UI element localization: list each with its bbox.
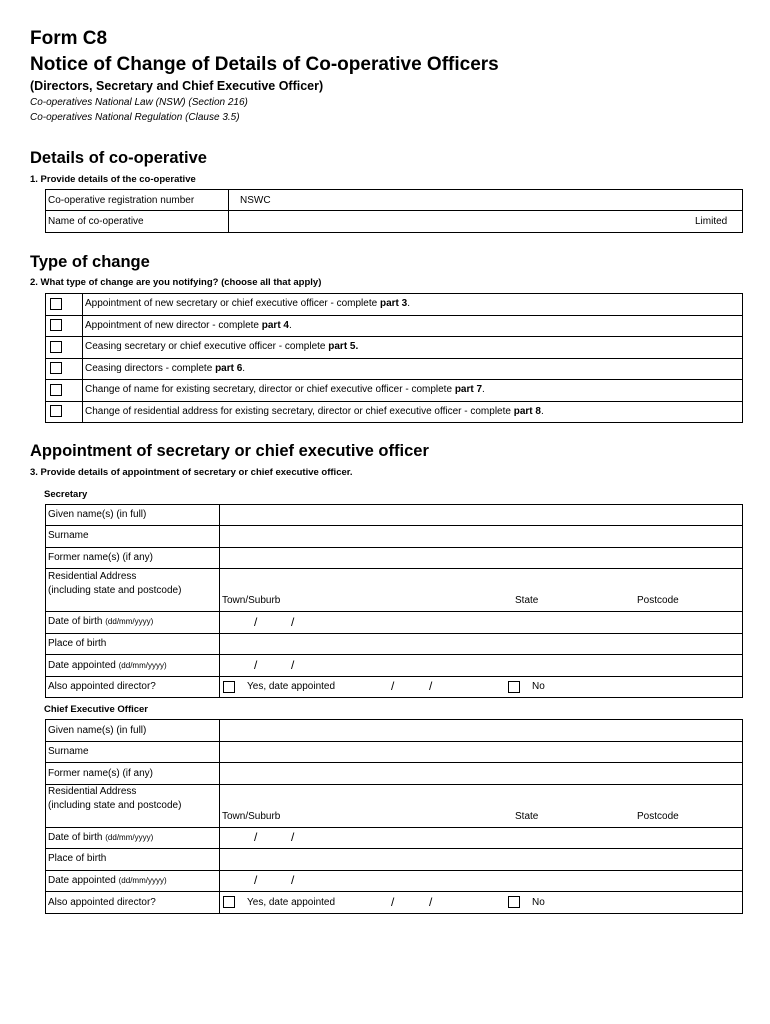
appointment-heading: Appointment of secretary or chief executive officer — [30, 442, 429, 460]
details-heading: Details of co-operative — [30, 149, 207, 167]
ceo-dob-label: Date of birth (dd/mm/yyyy) — [48, 832, 154, 843]
form-subtitle: (Directors, Secretary and Chief Executive Officer) — [30, 79, 324, 93]
ceo-director-no-label: No — [532, 897, 545, 908]
form-number: Form C8 — [30, 28, 108, 49]
ceo-director-yes-label: Yes, date appointed — [247, 897, 336, 908]
option-change-name-checkbox[interactable] — [50, 384, 62, 396]
sec-also-director-label: Also appointed director? — [48, 681, 156, 692]
sec-date-appointed-label: Date appointed (dd/mm/yyyy) — [48, 660, 167, 671]
ceo-address-label: Residential Address — [48, 786, 137, 797]
question-2: 2. What type of change are you notifying? (choose all that apply) — [30, 277, 322, 288]
sec-surname-field[interactable] — [221, 527, 741, 545]
ceo-dob-slash-1: / — [254, 830, 258, 844]
ceo-place-of-birth-field[interactable] — [221, 850, 741, 868]
reg-number-field[interactable]: NSWC — [240, 195, 271, 206]
regulation-reference: Co-operatives National Regulation (Clause 3.5) — [30, 112, 240, 123]
type-of-change-heading: Type of change — [30, 253, 150, 271]
sec-state-label: State — [515, 595, 539, 606]
ceo-director-yes-checkbox[interactable] — [223, 896, 235, 908]
option-change-address-checkbox[interactable] — [50, 405, 62, 417]
sec-director-yes-label: Yes, date appointed — [247, 681, 336, 692]
sec-director-slash-2: / — [429, 679, 433, 693]
ceo-state-label: State — [515, 811, 539, 822]
option-ceasing-secretary-checkbox[interactable] — [50, 341, 62, 353]
sec-director-slash-1: / — [391, 679, 395, 693]
ceo-surname-field[interactable] — [221, 743, 741, 761]
sec-postcode-label: Postcode — [637, 595, 679, 606]
option-new-director-checkbox[interactable] — [50, 319, 62, 331]
reg-number-label: Co-operative registration number — [48, 195, 195, 206]
ceo-director-slash-2: / — [429, 895, 433, 909]
sec-town-label: Town/Suburb — [222, 595, 281, 606]
ceo-date-appointed-field[interactable] — [221, 872, 741, 890]
sec-address-sublabel: (including state and postcode) — [48, 585, 182, 596]
ceo-dob-field[interactable] — [221, 829, 741, 847]
option-change-address: Change of residential address for existing secretary, director or chief executive officer - complete part 8. — [85, 406, 544, 417]
sec-dob-field[interactable] — [221, 613, 741, 631]
sec-former-names-label: Former name(s) (if any) — [48, 552, 154, 563]
sec-appt-slash-2: / — [291, 658, 295, 672]
ceo-label: Chief Executive Officer — [44, 704, 149, 715]
sec-place-of-birth-field[interactable] — [221, 635, 741, 653]
ceo-former-names-label: Former name(s) (if any) — [48, 768, 154, 779]
coop-name-label: Name of co-operative — [48, 216, 144, 227]
coop-name-field[interactable] — [230, 212, 690, 231]
ceo-date-appointed-label: Date appointed (dd/mm/yyyy) — [48, 875, 167, 886]
ceo-former-names-field[interactable] — [221, 764, 741, 782]
option-new-secretary-checkbox[interactable] — [50, 298, 62, 310]
ceo-also-director-label: Also appointed director? — [48, 897, 156, 908]
sec-surname-label: Surname — [48, 530, 89, 541]
option-new-secretary: Appointment of new secretary or chief executive officer - complete part 3. — [85, 298, 410, 309]
option-change-name: Change of name for existing secretary, director or chief executive officer - complete part 7. — [85, 384, 485, 395]
ceo-director-slash-1: / — [391, 895, 395, 909]
sec-dob-label: Date of birth (dd/mm/yyyy) — [48, 616, 154, 627]
ceo-appt-slash-1: / — [254, 873, 258, 887]
coop-name-suffix: Limited — [695, 216, 728, 227]
sec-director-no-checkbox[interactable] — [508, 681, 520, 693]
sec-dob-slash-2: / — [291, 615, 295, 629]
ceo-town-label: Town/Suburb — [222, 811, 281, 822]
sec-former-names-field[interactable] — [221, 549, 741, 567]
ceo-appt-slash-2: / — [291, 873, 295, 887]
ceo-address-sublabel: (including state and postcode) — [48, 800, 182, 811]
sec-address-label: Residential Address — [48, 571, 137, 582]
sec-date-appointed-field[interactable] — [221, 656, 741, 674]
ceo-director-no-checkbox[interactable] — [508, 896, 520, 908]
sec-dob-slash-1: / — [254, 615, 258, 629]
ceo-given-names-label: Given name(s) (in full) — [48, 725, 147, 736]
secretary-label: Secretary — [44, 489, 88, 500]
sec-given-names-field[interactable] — [221, 506, 741, 524]
sec-director-no-label: No — [532, 681, 545, 692]
question-1: 1. Provide details of the co-operative — [30, 174, 196, 185]
ceo-place-of-birth-label: Place of birth — [48, 853, 107, 864]
ceo-dob-slash-2: / — [291, 830, 295, 844]
law-reference: Co-operatives National Law (NSW) (Section 216) — [30, 97, 248, 108]
option-ceasing-secretary: Ceasing secretary or chief executive officer - complete part 5. — [85, 341, 359, 352]
ceo-surname-label: Surname — [48, 746, 89, 757]
ceo-postcode-label: Postcode — [637, 811, 679, 822]
option-ceasing-directors-checkbox[interactable] — [50, 362, 62, 374]
sec-given-names-label: Given name(s) (in full) — [48, 509, 147, 520]
ceo-given-names-field[interactable] — [221, 721, 741, 739]
sec-director-yes-checkbox[interactable] — [223, 681, 235, 693]
sec-place-of-birth-label: Place of birth — [48, 638, 107, 649]
question-3: 3. Provide details of appointment of secretary or chief executive officer. — [30, 467, 353, 478]
form-title: Notice of Change of Details of Co-operative Officers — [30, 54, 499, 75]
sec-appt-slash-1: / — [254, 658, 258, 672]
option-ceasing-directors: Ceasing directors - complete part 6. — [85, 363, 246, 374]
option-new-director: Appointment of new director - complete part 4. — [85, 320, 292, 331]
